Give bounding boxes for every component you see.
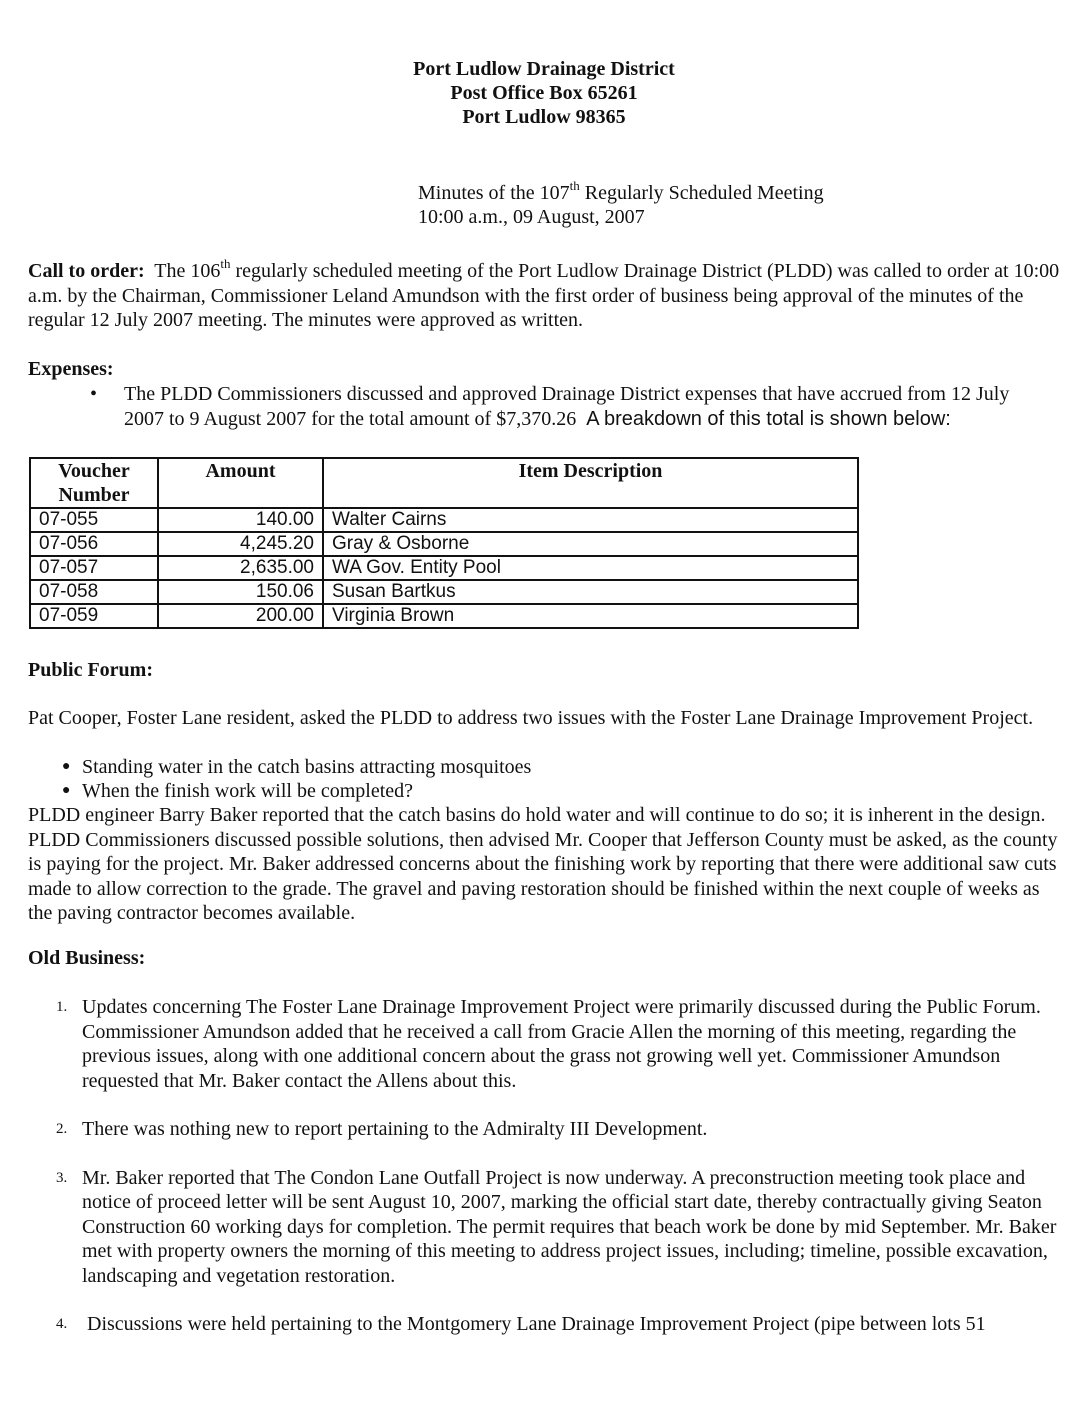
voucher-cell: 07-059	[30, 604, 158, 628]
meeting-title-prefix: Minutes of the 107	[418, 182, 570, 204]
old-business-item	[28, 1312, 1058, 1337]
public-forum-heading: Public Forum:	[28, 659, 153, 681]
public-forum-response: PLDD engineer Barry Baker reported that the catch basins do hold water and will continue to do so; it is inherent in the design. PLDD Commissioners discussed possible solutions, then advised Mr. Cooper that Jefferson County must be asked, as the county is paying for the project. Mr. Baker addressed concerns about the finishing work by reporting that there were additional saw cuts made to allow correction to the grade. The gravel and paving restoration should be finished within the next couple of weeks as the paving contractor becomes available.	[28, 804, 1058, 924]
voucher-cell: 07-058	[30, 580, 158, 604]
amount-cell: 150.06	[158, 580, 323, 604]
item-number: 1.	[56, 999, 68, 1015]
old-business-item	[28, 1117, 1058, 1142]
item-number: 2.	[56, 1121, 68, 1137]
voucher-cell: 07-055	[30, 508, 158, 532]
public-forum-intro: Pat Cooper, Foster Lane resident, asked the PLDD to address two issues with the Foster Lane Drainage Improvement Project.	[28, 707, 1034, 729]
district-po-box: Post Office Box 65261	[450, 82, 638, 104]
meeting-title-block	[418, 178, 824, 229]
call-to-order-text-prefix: The 106	[144, 260, 221, 282]
district-city-zip: Port Ludlow 98365	[462, 106, 626, 128]
header-item-description: Item Description	[323, 458, 858, 508]
item-text: Mr. Baker reported that The Condon Lane Outfall Project is now underway. A preconstruction meeting took place and notice of proceed letter will be sent August 10, 2007, marking the official start date, thereby contractually giving Seaton Construction 60 working days for completion. The permit requires that beach work be done by mid September. Mr. Baker met with property owners the morning of this meeting to address project issues, including; timeline, possible excavation, landscaping and vegetation restoration.	[82, 1166, 1057, 1287]
header-voucher-number: Voucher Number	[30, 458, 158, 508]
old-business-item	[28, 1166, 1058, 1289]
table-row	[30, 532, 858, 556]
public-forum-issue	[62, 755, 531, 780]
old-business-item	[28, 995, 1058, 1093]
item-text: There was nothing new to report pertaining to the Admiralty III Development.	[82, 1118, 708, 1140]
voucher-cell: 07-056	[30, 532, 158, 556]
table-header-row	[30, 458, 858, 508]
expenses-table	[29, 457, 859, 629]
bullet-icon: •	[90, 383, 98, 405]
table-row	[30, 580, 858, 604]
meeting-title	[418, 178, 824, 205]
expenses-breakdown-note: A breakdown of this total is shown below:	[586, 407, 951, 430]
call-to-order-sup: th	[220, 256, 231, 271]
item-number: 4.	[56, 1316, 68, 1332]
item-number: 3.	[56, 1169, 68, 1186]
description-cell: Walter Cairns	[323, 508, 858, 532]
item-text: Discussions were held pertaining to the Montgomery Lane Drainage Improvement Project (pipe between lots 51	[82, 1313, 986, 1335]
bullet-icon: ●	[62, 759, 71, 774]
old-business-heading: Old Business:	[28, 947, 146, 969]
bullet-icon: ●	[62, 783, 71, 798]
meeting-title-suffix: Regularly Scheduled Meeting	[579, 182, 824, 204]
call-to-order-text: regularly scheduled meeting of the Port Ludlow Drainage District (PLDD) was called to order at 10:00 a.m. by the Chairman, Commissioner Leland Amundson with the first order of business being approval of the minutes of the regular 12 July 2007 meeting. The minutes were approved as written.	[28, 260, 1060, 331]
issue-text: When the finish work will be completed?	[82, 780, 414, 802]
issue-text: Standing water in the catch basins attracting mosquitoes	[82, 756, 532, 778]
amount-cell: 4,245.20	[158, 532, 323, 556]
amount-cell: 200.00	[158, 604, 323, 628]
amount-cell: 2,635.00	[158, 556, 323, 580]
table-row	[30, 604, 858, 628]
expenses-bullet	[90, 382, 1050, 431]
item-text: Updates concerning The Foster Lane Drainage Improvement Project were primarily discussed during the Public Forum. Commissioner Amundson added that he received a call from Gracie Allen the morning of this meeting, regarding the previous issues, along with one additional concern about the grass not growing well yet. Commissioner Amundson requested that Mr. Baker contact the Allens about this.	[82, 996, 1041, 1092]
description-cell: Susan Bartkus	[323, 580, 858, 604]
meeting-datetime: 10:00 a.m., 09 August, 2007	[418, 206, 645, 228]
district-name: Port Ludlow Drainage District	[413, 58, 675, 80]
amount-cell: 140.00	[158, 508, 323, 532]
old-business-list	[28, 995, 1058, 1361]
description-cell: Gray & Osborne	[323, 532, 858, 556]
expenses-heading: Expenses:	[28, 358, 114, 380]
table-row	[30, 556, 858, 580]
header-amount: Amount	[158, 458, 323, 508]
call-to-order-heading: Call to order:	[28, 260, 145, 282]
letterhead	[0, 57, 1088, 129]
expenses-bullet-text	[124, 382, 1049, 431]
meeting-title-sup: th	[569, 178, 580, 193]
voucher-cell: 07-057	[30, 556, 158, 580]
expenses-summary: The PLDD Commissioners discussed and approved Drainage District expenses that have accrued from 12 July 2007 to 9 August 2007 for the total amount of $7,370.26	[124, 383, 1010, 430]
description-cell: Virginia Brown	[323, 604, 858, 628]
call-to-order-section	[28, 256, 1068, 333]
table-row	[30, 508, 858, 532]
public-forum-issue	[62, 779, 413, 804]
description-cell: WA Gov. Entity Pool	[323, 556, 858, 580]
